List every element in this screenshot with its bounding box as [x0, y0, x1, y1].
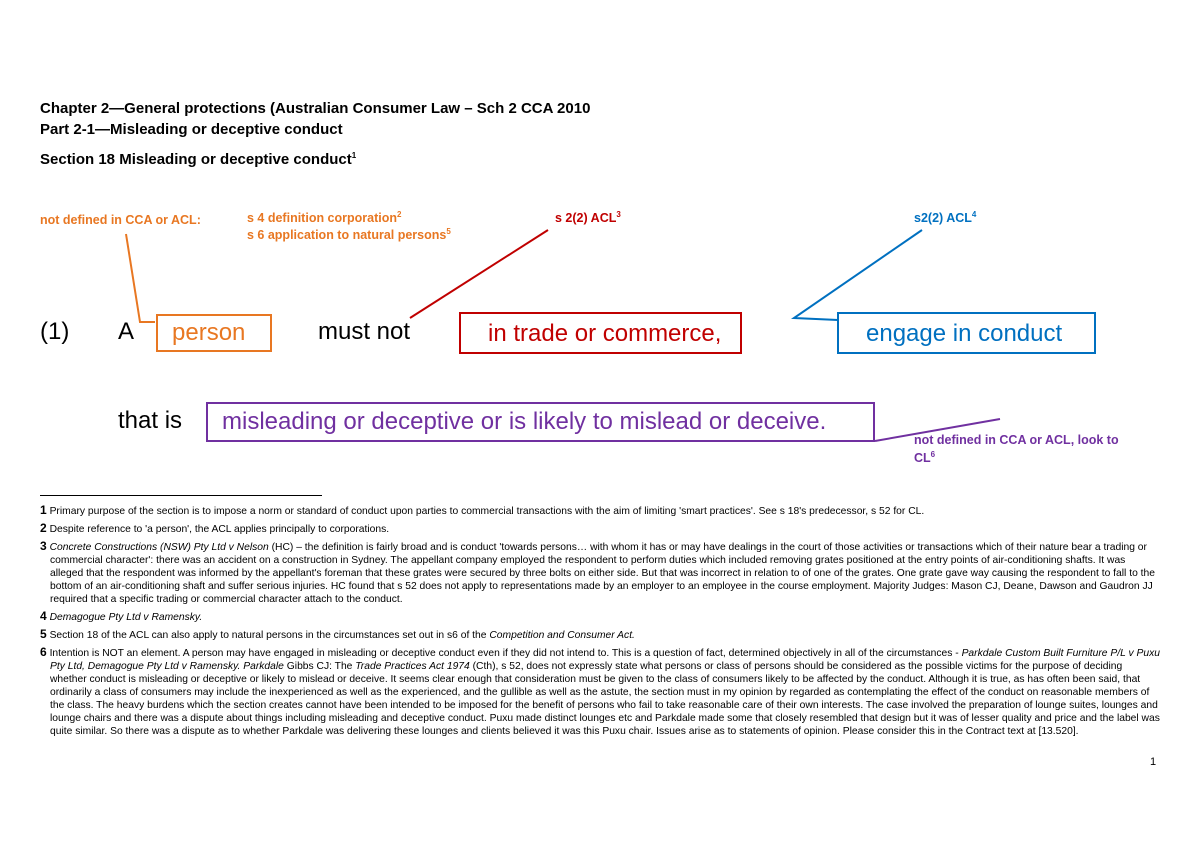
- trade-commerce-text: in trade or commerce,: [488, 320, 722, 347]
- footnote-ref[interactable]: 3: [616, 209, 621, 219]
- purple-note-label-2: [914, 451, 935, 465]
- s4-definition-label: [247, 211, 401, 225]
- s6-application-text: s 6 application to natural persons: [247, 228, 447, 242]
- footnote-4: 4 Demagogue Pty Ltd v Ramensky.: [40, 609, 203, 623]
- footnote-ref[interactable]: 5: [446, 226, 451, 236]
- engage-conduct-box: [837, 312, 1096, 354]
- footnote-1: 1 Primary purpose of the section is to impose a norm or standard of conduct upon parties to commercial transactions with the aim of limiting 'smart practices'. See s 18's predecessor, s 52 for CL.: [40, 503, 925, 517]
- footnote-separator: [40, 495, 322, 496]
- must-not-text: must not: [318, 318, 411, 345]
- footnote-ref[interactable]: 2: [397, 209, 402, 219]
- s6-application-label: [247, 228, 451, 242]
- purple-note-label: not defined in CCA or ACL, look to: [914, 433, 1119, 447]
- misleading-box: [206, 402, 875, 442]
- s4-definition-text: s 4 definition corporation: [247, 211, 398, 225]
- that-is-text: that is: [118, 407, 183, 434]
- footnote-3: 3 Concrete Constructions (NSW) Pty Ltd v Nelson (HC) – the definition is fairly broad and is conduct 'towards persons… with whom it has or may have dealings in the court of those activities or transactions which of their nature bear a trading or commercial character': there was an accident on a construction in Sydney. The appellant company employed the respondent to perform duties which included removing grates positioned at the entry points of air-conditioning shafts. It was alleged that the respondent was informed by the appellant's foreman that these grates were secured by three bolts on either side. But that was incorrect in relation to of one of the grates. One grate gave way causing the respondent to fall to the bottom of an air-conditioning shaft and suffer serious injuries. HC found that s 52 does not apply to representations made by an employer to an employee in the course employment. Majority Judges: Mason CJ, Deane, Dawson and Gaudron JJ required that a specific trading or commercial character attach to the conduct.: [40, 539, 1155, 605]
- footnote-6: 6 Intention is NOT an element. A person may have engaged in misleading or deceptive conduct even if they did not intend to. This is a question of fact, determined objectively in all of the circumstances - Parkdale Custom Built Furniture P/L v Puxu Pty Ltd, Demagogue Pty Ltd v Ramensky. Parkdale Gibbs CJ: The Trade Practices Act 1974 (Cth), s 52, does not expressly state what persons or class of persons should be considered as the possible victims for the purpose of deciding whether conduct is misleading or deceptive or likely to mislead or deceive. It seems clear enough that consideration must be given to the class of consumers likely to be affected by the conduct. Although it is true, as has often been said, that ordinarily a class of consumers may include the inexperienced as well as the experienced, and the gullible as well as the astute, the section must in my opinion by regarded as contemplating the effect of the conduct on reasonable members of the class. The heavy burdens which the section creates cannot have been intended to be imposed for the benefit of persons who fail to take reasonable care of their own interests. The case involved the preparation of lounge suites, lounges and lounge chairs and there was a dispute about things including misleading and deceptive conduct. Puxu made distinct lounges etc and Parkdale made some that closely resembled that design but it was of lesser quality and price and the label was quite similar. So there was a dispute as to whether Parkdale was delivering these lounges and clients believed it was this Puxu chair. Issues arise as to statements of opinion. Please consider this in the Contract text at [13.520].: [40, 645, 1160, 737]
- person-text: person: [172, 319, 246, 346]
- footnote-5: 5 Section 18 of the ACL can also apply to natural persons in the circumstances set out in s6 of the Competition and Consumer Act.: [40, 627, 635, 641]
- section-title: Section 18 Misleading or deceptive conduct: [40, 151, 352, 168]
- red-connector: [410, 230, 548, 318]
- trade-commerce-box: [459, 312, 742, 354]
- chapter-heading: Chapter 2—General protections (Australian Consumer Law – Sch 2 CCA 2010: [40, 100, 591, 117]
- orange-connector: [126, 234, 155, 322]
- person-box: [156, 314, 272, 352]
- article-a: A: [118, 318, 135, 345]
- s2-red-label: [555, 211, 621, 225]
- s2-blue-text: s2(2) ACL: [914, 211, 972, 225]
- blue-connector: [794, 230, 922, 320]
- engage-conduct-text: engage in conduct: [866, 320, 1063, 347]
- s2-red-text: s 2(2) ACL: [555, 211, 617, 225]
- subsection-number: (1): [40, 318, 70, 345]
- footnote-ref[interactable]: 4: [971, 209, 977, 219]
- footnotes: [40, 504, 1160, 738]
- page-number: 1: [1150, 756, 1157, 768]
- part-heading: Part 2-1—Misleading or deceptive conduct: [40, 121, 343, 138]
- not-defined-label: not defined in CCA or ACL:: [40, 213, 201, 227]
- s2-blue-label: [914, 211, 976, 225]
- footnote-2: 2 Despite reference to 'a person', the ACL applies principally to corporations.: [40, 521, 390, 535]
- footnote-ref[interactable]: 6: [930, 449, 936, 459]
- footnote-ref[interactable]: 1: [351, 151, 357, 160]
- purple-note-text: CL: [914, 451, 931, 465]
- misleading-text: misleading or deceptive or is likely to mislead or deceive.: [222, 408, 827, 435]
